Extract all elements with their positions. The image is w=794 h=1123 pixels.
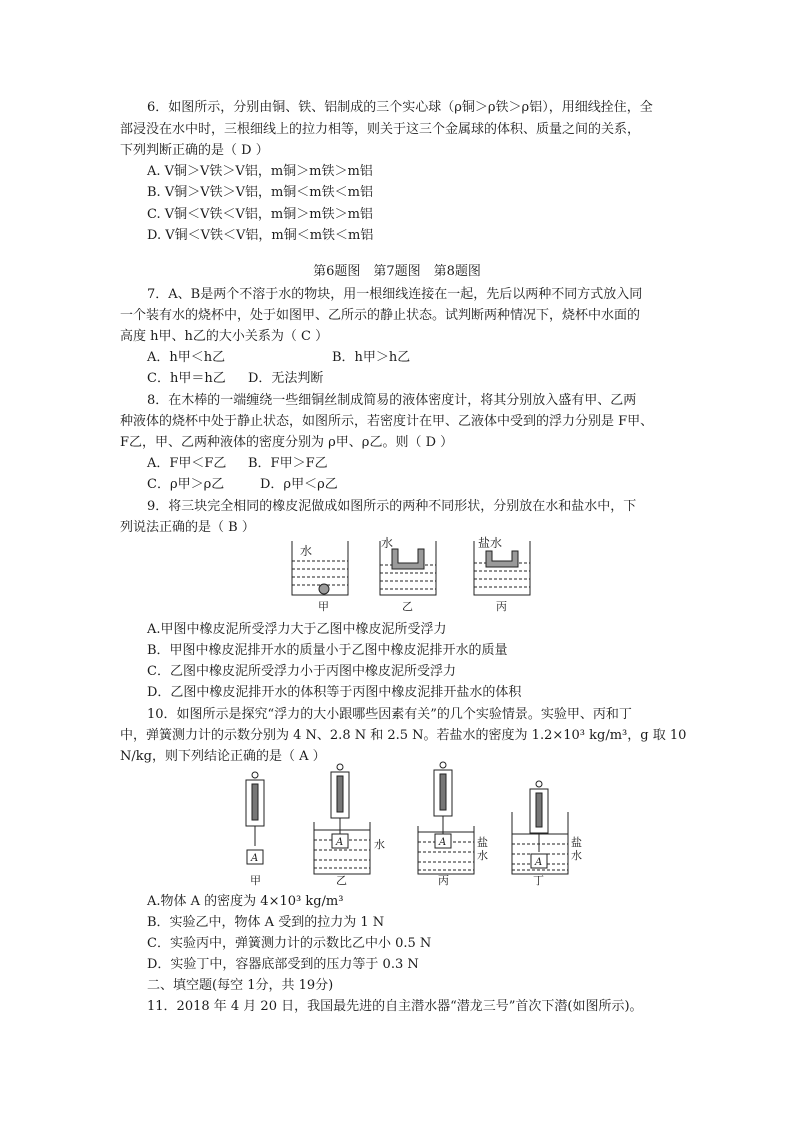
q10-option-b: B．实验乙中，物体 A 受到的拉力为 1 N <box>147 915 385 930</box>
q7-line-3: 高度 h甲、h乙的大小关系为（ C ） <box>120 329 329 344</box>
q10-liquid-label-ding <box>571 835 582 862</box>
q9-option-b: B．甲图中橡皮泥排开水的质量小于乙图中橡皮泥排开水的质量 <box>147 643 508 658</box>
q6-line-1: 6．如图所示，分别由铜、铁、铝制成的三个实心球（ρ铜＞ρ铁＞ρ铝），用细线拴住，全 <box>147 100 653 115</box>
q9-caption-yi: 乙 <box>402 600 413 613</box>
q10-liquid-label-ding-2: 水 <box>571 849 582 862</box>
q10-liquid-label-bing <box>477 835 488 862</box>
q10-option-d: D．实验丁中，容器底部受到的压力等于 0.3 N <box>147 957 419 972</box>
q10-object-label-jia: A <box>251 853 259 864</box>
q10-setup-jia <box>246 772 264 864</box>
q7-option-d: D．无法判断 <box>248 371 324 386</box>
q8-option-a: A．F甲＜F乙 <box>147 456 227 471</box>
q10-setup-bing <box>418 762 474 874</box>
q7-option-c: C．h甲＝h乙 <box>147 371 226 386</box>
q11-line-1: 11．2018 年 4 月 20 日，我国最先进的自主潜水器“潜龙三号”首次下潜(如图所示)。 <box>147 999 643 1014</box>
q10-liquid-label-bing-1: 盐 <box>477 836 488 849</box>
q6-option-c: C. V铜＜V铁＜V铝，m铜＞m铁＞m铝 <box>147 207 373 222</box>
q8-line-3: F乙，甲、乙两种液体的密度分别为 ρ甲、ρ乙。则（ D ） <box>120 435 454 450</box>
q9-option-c: C．乙图中橡皮泥所受浮力小于丙图中橡皮泥所受浮力 <box>147 664 456 679</box>
q9-line-1: 9．将三块完全相同的橡皮泥做成如图所示的两种不同形状，分别放在水和盐水中，下 <box>147 499 637 514</box>
q7-line-1: 7．A、B是两个不溶于水的物块，用一根细线连接在一起，先后以两种不同方式放入同 <box>147 287 643 302</box>
q9-clay-boat-yi <box>392 549 424 569</box>
figure-caption-6-7-8: 第6题图 第7题图 第8题图 <box>313 264 481 279</box>
q10-liquid-label-yi: 水 <box>374 838 385 851</box>
q6-option-b: B. V铜＞V铁＞V铝，m铜＜m铁＜m铝 <box>147 185 373 200</box>
q9-clay-boat-bing <box>486 551 518 567</box>
q8-line-1: 8．在木棒的一端缠绕一些细铜丝制成简易的液体密度计，将其分别放入盛有甲、乙两 <box>147 393 637 408</box>
q10-option-c: C．实验丙中，弹簧测力计的示数比乙中小 0.5 N <box>147 936 432 951</box>
q7-line-2: 一个装有水的烧杯中，处于如图甲、乙所示的静止状态。试判断两种情况下，烧杯中水面的 <box>120 308 641 323</box>
q10-object-label-bing: A <box>439 837 447 848</box>
q9-option-a: A.甲图中橡皮泥所受浮力大于乙图中橡皮泥所受浮力 <box>147 622 447 637</box>
q8-option-b: B．F甲＞F乙 <box>248 456 328 471</box>
q9-line-2: 列说法正确的是（ B ） <box>120 520 255 535</box>
q10-line-2: 中，弹簧测力计的示数分别为 4 N、2.8 N 和 2.5 N。若盐水的密度为 1.2×10³ kg/m³，g 取 10 <box>120 728 687 743</box>
q7-option-b: B．h甲＞h乙 <box>332 350 411 365</box>
q9-figure <box>280 535 540 615</box>
q10-liquid-label-ding-1: 盐 <box>571 836 582 849</box>
q9-option-d: D．乙图中橡皮泥排开水的体积等于丙图中橡皮泥排开盐水的体积 <box>147 685 522 700</box>
q9-label-bing-liquid: 盐水 <box>478 536 503 550</box>
q6-option-d: D. V铜＜V铁＜V铝，m铜＜m铁＜m铝 <box>147 228 374 243</box>
q9-caption-jia: 甲 <box>318 600 329 613</box>
q9-clay-ball <box>319 584 329 594</box>
q8-option-d: D．ρ甲＜ρ乙 <box>260 477 338 492</box>
q10-caption-ding: 丁 <box>533 874 544 887</box>
q9-caption-bing: 丙 <box>496 600 507 613</box>
q10-figure <box>230 762 590 890</box>
q10-setup-yi <box>314 764 370 874</box>
q10-option-a: A.物体 A 的密度为 4×10³ kg/m³ <box>147 894 344 909</box>
q9-label-jia-liquid: 水 <box>300 544 313 558</box>
q10-line-1: 10．如图所示是探究“浮力的大小跟哪些因素有关”的几个实验情景。实验甲、丙和丁 <box>147 707 632 722</box>
q10-caption-bing: 丙 <box>438 874 449 887</box>
q10-caption-jia: 甲 <box>250 874 261 887</box>
q6-option-a: A. V铜＞V铁＞V铝，m铜＞m铁＞m铝 <box>147 164 373 179</box>
q9-label-yi-liquid: 水 <box>381 536 394 550</box>
q10-caption-yi: 乙 <box>336 874 347 887</box>
q8-option-c: C．ρ甲＞ρ乙 <box>147 477 225 492</box>
q7-option-a: A．h甲＜h乙 <box>147 350 226 365</box>
q8-line-2: 种液体的烧杯中处于静止状态，如图所示，若密度计在甲、乙液体中受到的浮力分别是 F甲、 <box>120 414 654 429</box>
q10-object-label-yi: A <box>336 837 344 848</box>
section-heading-fill-in: 二、填空题(每空 1分，共 19分) <box>147 978 334 993</box>
q10-liquid-label-bing-2: 水 <box>477 849 488 862</box>
q6-line-3: 下列判断正确的是（ D ） <box>120 143 269 158</box>
q6-line-2: 部浸没在水中时，三根细线上的拉力相等，则关于这三个金属球的体积、质量之间的关系， <box>120 122 641 137</box>
q10-object-label-ding: A <box>535 857 543 868</box>
q10-line-3: N/kg，则下列结论正确的是（ A ） <box>120 749 326 764</box>
